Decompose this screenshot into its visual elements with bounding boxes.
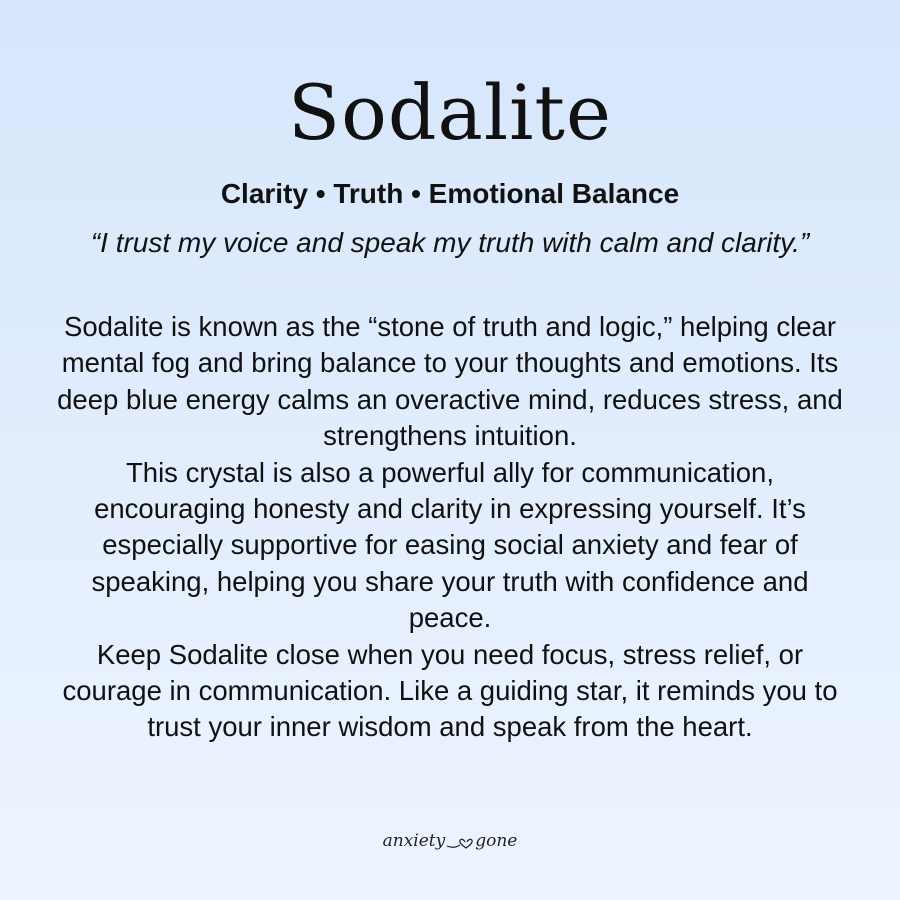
description-paragraph: This crystal is also a powerful ally for communication, encouraging honesty and clarity in expressing yourself. It’s especially supportive for easing social anxiety and fear of speaking, helping you share your truth with confidence and peace.: [91, 456, 809, 634]
logo-word-right: gone: [475, 831, 518, 851]
description-body: [50, 309, 850, 746]
affirmation-quote: “I trust my voice and speak my truth with calm and clarity.”: [90, 227, 810, 258]
description-paragraph: Keep Sodalite close when you need focus, stress relief, or courage in communication. Like a guiding star, it reminds you to trust your inner wisdom and speak from the heart.: [62, 638, 838, 743]
page-title: Sodalite: [288, 68, 612, 157]
subtitle-keywords: Clarity • Truth • Emotional Balance: [220, 178, 680, 209]
brand-logo: [0, 826, 900, 856]
heart-icon: [446, 833, 474, 851]
description-paragraph: Sodalite is known as the “stone of truth and logic,” helping clear mental fog and bring balance to your thoughts and emotions. Its deep blue energy calms an overactive mind, reduces stress, and strengthens intuition.: [57, 311, 843, 452]
logo-word-left: anxiety: [382, 831, 446, 851]
